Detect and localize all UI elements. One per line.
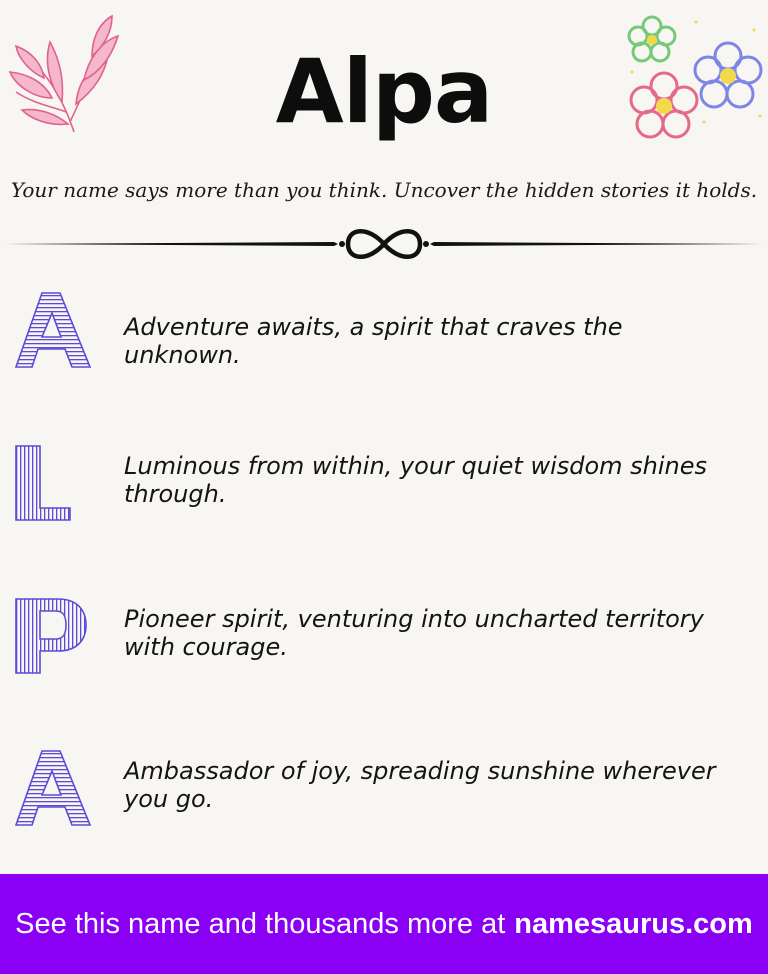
page-title: Alpa <box>275 40 493 143</box>
list-item <box>0 745 768 835</box>
letter-l-icon <box>12 440 94 526</box>
list-item <box>0 593 768 683</box>
tagline: Your name says more than you think. Uncover the hidden stories it holds. <box>10 178 758 202</box>
letter-a-icon <box>12 745 94 831</box>
letter-p-icon <box>12 593 94 679</box>
infinity-ornament-icon <box>0 222 768 266</box>
letter-description: Luminous from within, your quiet wisdom shines through. <box>124 452 708 508</box>
footer-banner[interactable] <box>0 874 768 974</box>
list-item <box>0 440 768 530</box>
footer-text: See this name and thousands more at <box>15 907 506 940</box>
letter-description: Ambassador of joy, spreading sunshine wherever you go. <box>124 757 716 813</box>
letter-a-icon <box>12 287 94 373</box>
letter-description: Pioneer spirit, venturing into uncharted territory with courage. <box>124 605 704 661</box>
list-item <box>0 287 768 377</box>
footer-site-link[interactable]: namesaurus.com <box>514 907 753 940</box>
letter-description: Adventure awaits, a spirit that craves the unknown. <box>124 313 623 369</box>
